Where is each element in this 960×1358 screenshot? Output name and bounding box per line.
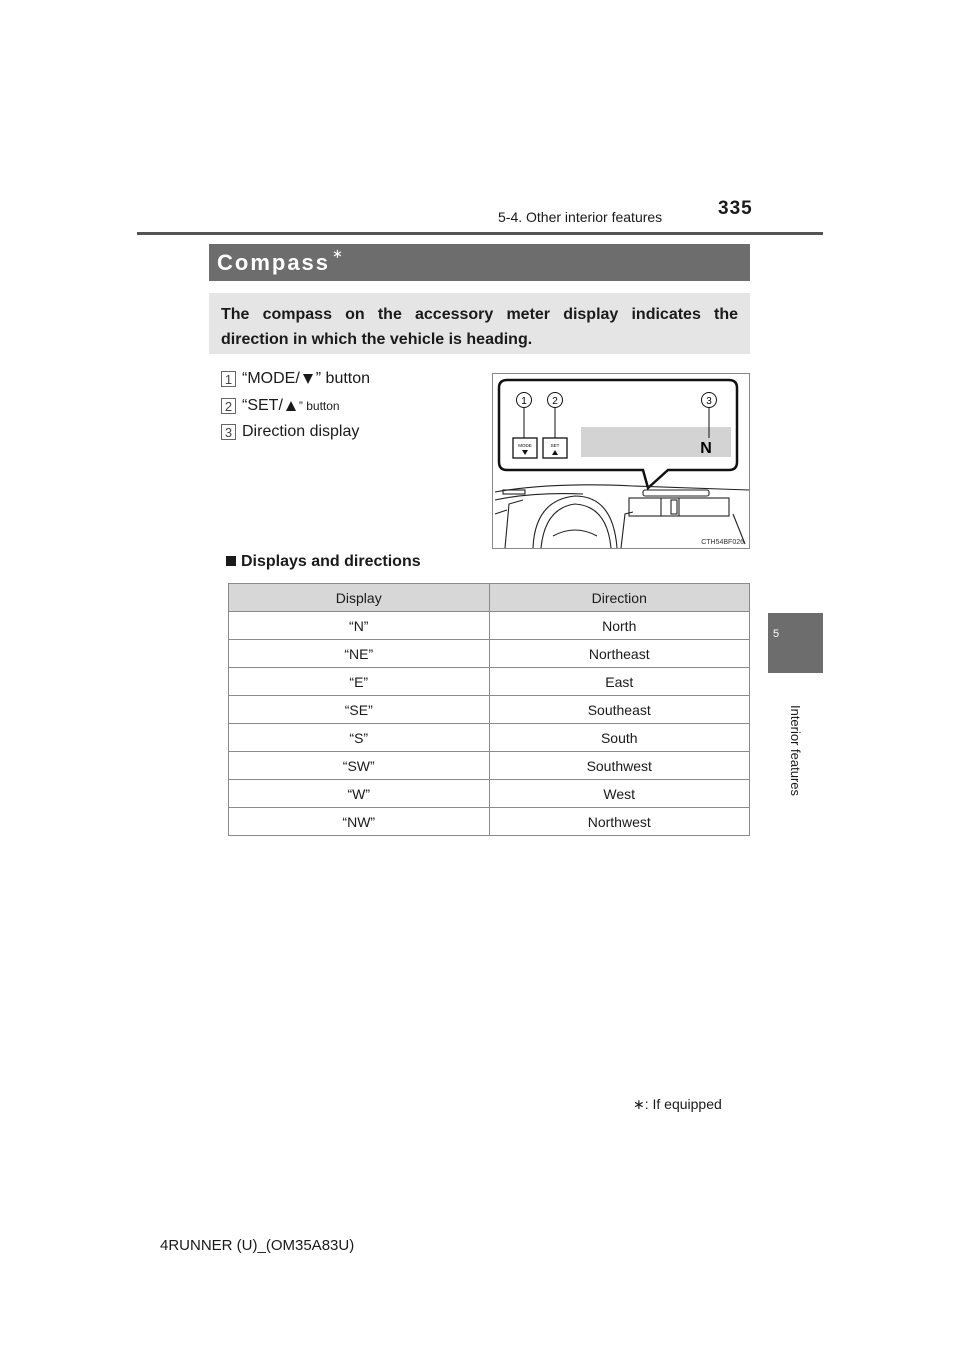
- column-header: Display: [229, 584, 490, 612]
- table-row: [229, 752, 750, 780]
- footer-model-code: 4RUNNER (U)_(OM35A83U): [160, 1237, 355, 1254]
- page-number: 335: [718, 198, 753, 219]
- table-cell: South: [489, 724, 750, 752]
- callout-number: 2: [552, 396, 558, 407]
- table-cell: Northwest: [489, 808, 750, 836]
- subheading: [226, 553, 421, 571]
- chapter-number: 5: [773, 628, 780, 640]
- directions-table: [228, 583, 750, 836]
- footnote: ∗: If equipped: [633, 1096, 722, 1112]
- table-row: [229, 612, 750, 640]
- section-title: 5-4. Other interior features: [498, 209, 663, 225]
- item-direction-display: [221, 423, 359, 441]
- triangle-down-icon: [303, 374, 313, 384]
- table-row: [229, 780, 750, 808]
- item-number: 2: [221, 398, 236, 414]
- table-cell: Northeast: [489, 640, 750, 668]
- item-label-prefix: “MODE/: [242, 370, 300, 387]
- callout-number: 1: [521, 396, 527, 407]
- table-cell: “W”: [229, 780, 490, 808]
- item-label: Direction display: [242, 423, 360, 440]
- table-header-row: [229, 584, 750, 612]
- page-title-bar: [209, 244, 750, 281]
- item-mode-button: [221, 370, 370, 388]
- item-number: 1: [221, 371, 236, 387]
- callout-number: 3: [706, 396, 712, 407]
- table-cell: “S”: [229, 724, 490, 752]
- dashboard-drawing: [493, 374, 749, 548]
- chapter-tab: [768, 613, 823, 673]
- chapter-label-text: Interior features: [788, 704, 804, 796]
- set-button-text: SET: [550, 443, 560, 448]
- item-label-suffix: ” button: [298, 399, 340, 413]
- table-row: [229, 640, 750, 668]
- header-divider: [137, 232, 823, 235]
- page-title: Compass: [217, 249, 331, 275]
- square-bullet-icon: [226, 556, 236, 566]
- table-cell: West: [489, 780, 750, 808]
- footnote-mark: ∗: [332, 245, 343, 261]
- table-cell: “E”: [229, 668, 490, 696]
- subheading-text: Displays and directions: [241, 553, 421, 570]
- table-cell: “SW”: [229, 752, 490, 780]
- column-header: Direction: [489, 584, 750, 612]
- item-set-button: [221, 397, 340, 415]
- table-row: [229, 696, 750, 724]
- table-cell: “NE”: [229, 640, 490, 668]
- triangle-up-icon: [286, 401, 296, 411]
- figure-code: CTH54BF026: [701, 539, 744, 546]
- table-cell: Southeast: [489, 696, 750, 724]
- compass-illustration: [492, 373, 750, 549]
- table-cell: Southwest: [489, 752, 750, 780]
- intro-text: The compass on the accessory meter display indicates the direction in which the vehicle is heading.: [209, 293, 750, 354]
- table-cell: “NW”: [229, 808, 490, 836]
- table-row: [229, 808, 750, 836]
- table-row: [229, 668, 750, 696]
- table-row: [229, 724, 750, 752]
- chapter-label: [768, 700, 823, 800]
- table-cell: East: [489, 668, 750, 696]
- direction-letter: N: [700, 440, 712, 457]
- item-label-suffix: ” button: [315, 370, 371, 387]
- table-cell: “N”: [229, 612, 490, 640]
- table-cell: North: [489, 612, 750, 640]
- table-cell: “SE”: [229, 696, 490, 724]
- item-label-prefix: “SET/: [242, 397, 283, 414]
- mode-button-text: MODE: [518, 443, 532, 448]
- item-number: 3: [221, 424, 236, 440]
